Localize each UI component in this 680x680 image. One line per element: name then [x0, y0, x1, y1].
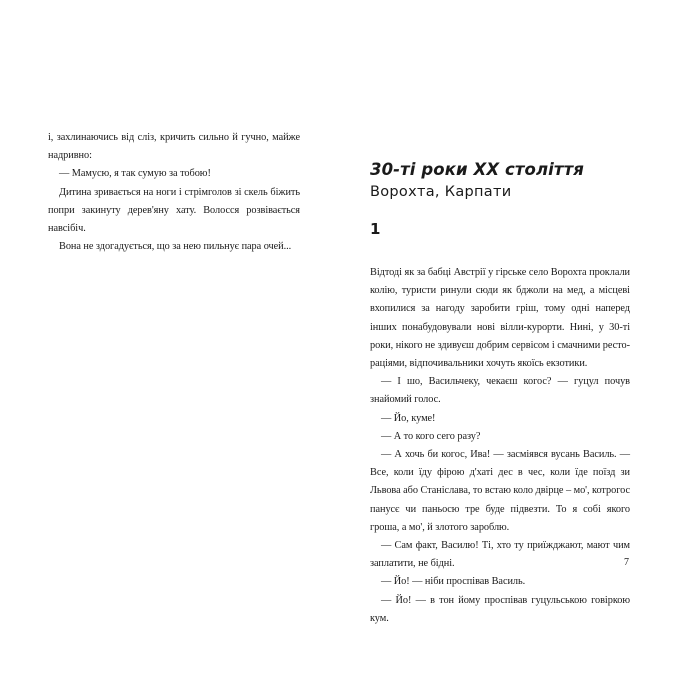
- paragraph: — Мамусю, я так сумую за тобою!: [59, 168, 211, 180]
- left-page-text: [48, 129, 300, 256]
- chapter-subtitle: Ворохта, Карпати: [370, 184, 512, 200]
- paragraph: — А то кого сего разу?: [381, 430, 481, 442]
- paragraph: — Йо! — в тон йому проспівав гуцульською говіркою кум.: [370, 594, 630, 624]
- right-page-text: [370, 264, 630, 628]
- paragraph: — І шо, Васильчеку, чекаєш когос? — гуцул почув знайомий голос.: [370, 376, 630, 406]
- section-number: 1: [370, 220, 381, 238]
- chapter-title: 30-ті роки ХХ століття: [370, 160, 584, 179]
- paragraph: — Йо! — ніби проспівав Василь.: [381, 576, 526, 588]
- paragraph: — Йо, куме!: [381, 412, 436, 424]
- paragraph: — Сам факт, Василю! Ті, хто ту приїжджают, мают чим заплатити, не бідні.: [370, 540, 630, 570]
- paragraph: Вона не здогадується, що за нею пильнує пара очей...: [59, 241, 292, 253]
- paragraph: і, захлинаючись від сліз, кричить сильно й гучно, майже надривно:: [48, 132, 300, 162]
- page-number: 7: [624, 557, 629, 568]
- paragraph: Дитина зривається на ноги і стрімголов зі скель біжить попри закинуту дерев'яну хату. Волосся розвівається навсібіч.: [48, 186, 300, 235]
- paragraph: Відтоді як за бабці Австрії у гірське село Ворохта проклали колію, туристи ринули сюди як бджоли на мед, а місцеві вхопилися за нагоду заробити гріш, тому одні наперед інших понабудовували нові вілли-курорти. Нині, у 30-ті роки, нікого не здивуєш добрим сервісом і смачними рестораціями, відпочивальники хочуть якоїсь екзотики.: [370, 267, 630, 370]
- paragraph: — А хочь би когос, Ива! — засміявся вусань Василь. — Все, коли їду фірою д'хаті дес в чес, коли їде поїзд зи Львова або Станіслава, то встаю коло двірце – мо', котрогос панусє чи паньоcю тре буде підвезти. То я собі якого гроша, а мо', й злотого зароблю.: [370, 449, 630, 533]
- right-page: [340, 0, 680, 680]
